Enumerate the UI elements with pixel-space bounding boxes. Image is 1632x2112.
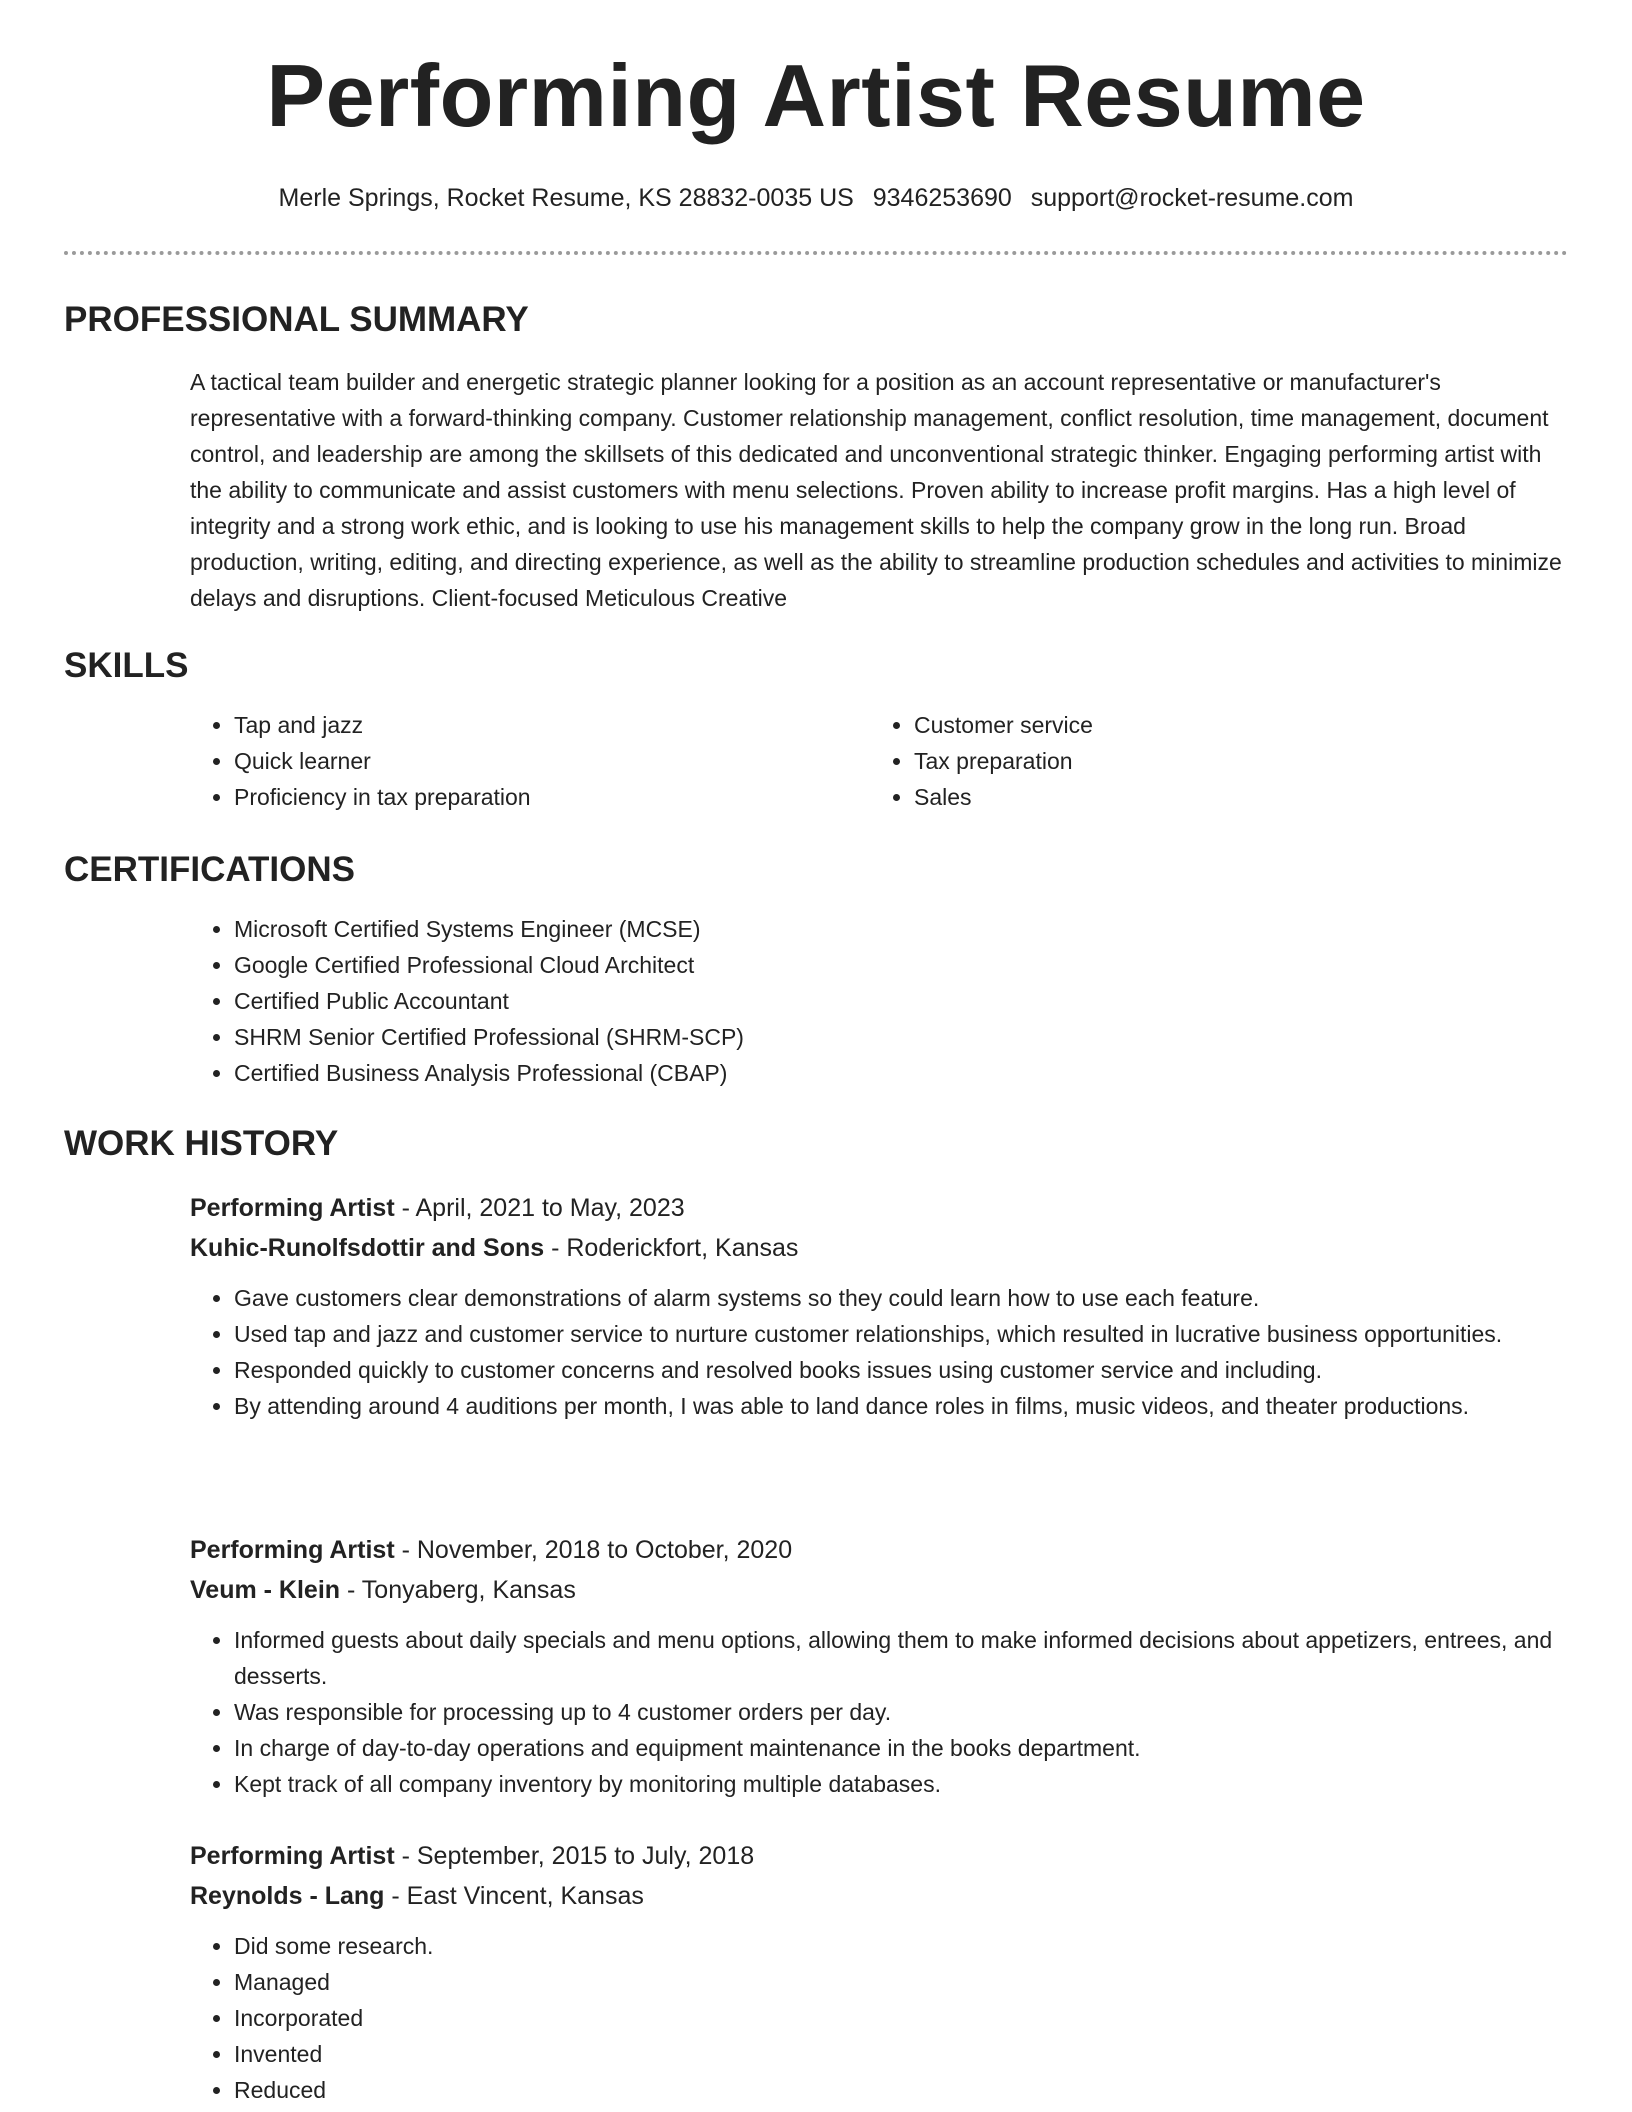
summary-heading: PROFESSIONAL SUMMARY: [64, 300, 529, 339]
job-role: Performing Artist: [190, 1842, 395, 1870]
job-entry: [190, 1836, 1568, 2108]
job-dates: - November, 2018 to October, 2020: [394, 1536, 793, 1564]
job-bullet: • Managed: [234, 1964, 1568, 2000]
job-location: - East Vincent, Kansas: [384, 1882, 644, 1910]
job-company: Kuhic-Runolfsdottir and Sons: [190, 1234, 545, 1262]
resume-title: Performing Artist Resume: [266, 46, 1366, 145]
job-role: Performing Artist: [190, 1194, 395, 1222]
contact-email: support@rocket-resume.com: [1030, 184, 1354, 212]
job-bullet: • Responded quickly to customer concerns and resolved books issues using customer service and including.: [234, 1352, 1568, 1388]
contact-phone: 9346253690: [872, 184, 1012, 212]
skills-column-left: [190, 707, 810, 815]
job-bullet: • Reduced: [234, 2072, 1568, 2108]
job-entry: [190, 1530, 1568, 1802]
certification-item: • SHRM Senior Certified Professional (SHRM-SCP): [234, 1019, 1568, 1055]
job-bullet: • Gave customers clear demonstrations of alarm systems so they could learn how to use each feature.: [234, 1280, 1568, 1316]
summary-text: A tactical team builder and energetic strategic planner looking for a position as an account representative or manufacturer's representative with a forward-thinking company. Customer relationship management, conflict resolution, time management, document control, and leadership are among the skillsets of this dedicated and unconventional strategic thinker. Engaging performing artist with the ability to communicate and assist customers with menu selections. Proven ability to increase profit margins. Has a high level of integrity and a strong work ethic, and is looking to use his management skills to help the company grow in the long run. Broad production, writing, editing, and directing experience, as well as the ability to streamline production schedules and activities to minimize delays and disruptions. Client-focused Meticulous Creative: [190, 369, 1562, 611]
job-role: Performing Artist: [190, 1536, 395, 1564]
job-company-line: [190, 1570, 1568, 1610]
job-bullet: • Used tap and jazz and customer service to nurture customer relationships, which resulted in lucrative business opportunities.: [234, 1316, 1568, 1352]
job-bullet: • Was responsible for processing up to 4 customer orders per day.: [234, 1694, 1568, 1730]
certification-item: • Microsoft Certified Systems Engineer (MCSE): [234, 911, 1568, 947]
skill-item: • Tap and jazz: [234, 707, 810, 743]
certification-item: • Google Certified Professional Cloud Architect: [234, 947, 1568, 983]
job-bullet: • Invented: [234, 2036, 1568, 2072]
work-history-heading: WORK HISTORY: [64, 1124, 339, 1163]
certification-item: • Certified Business Analysis Professional (CBAP): [234, 1055, 1568, 1091]
job-dates: - April, 2021 to May, 2023: [394, 1194, 685, 1222]
job-title-line: [190, 1188, 1568, 1228]
job-bullet: • Informed guests about daily specials and menu options, allowing them to make informed decisions about appetizers, entrees, and desserts.: [234, 1622, 1568, 1694]
job-bullet: • Kept track of all company inventory by monitoring multiple databases.: [234, 1766, 1568, 1802]
job-bullet: • In charge of day-to-day operations and equipment maintenance in the books department.: [234, 1730, 1568, 1766]
job-bullet: • Did some research.: [234, 1928, 1568, 1964]
job-bullet: • Incorporated: [234, 2000, 1568, 2036]
job-title-line: [190, 1530, 1568, 1570]
job-location: - Tonyaberg, Kansas: [340, 1576, 576, 1604]
job-location: - Roderickfort, Kansas: [544, 1234, 799, 1262]
job-company-line: [190, 1876, 1568, 1916]
header-divider: [64, 251, 1568, 255]
skill-item: • Proficiency in tax preparation: [234, 779, 810, 815]
certification-item: • Certified Public Accountant: [234, 983, 1568, 1019]
job-title-line: [190, 1836, 1568, 1876]
skills-column-right: [870, 707, 1490, 815]
contact-line: [64, 182, 1568, 214]
job-company: Reynolds - Lang: [190, 1882, 385, 1910]
certifications-heading: CERTIFICATIONS: [64, 850, 356, 889]
job-entry: [190, 1188, 1568, 1424]
skill-item: • Sales: [914, 779, 1490, 815]
skills-heading: SKILLS: [64, 646, 189, 685]
skill-item: • Customer service: [914, 707, 1490, 743]
skill-item: • Tax preparation: [914, 743, 1490, 779]
certifications-list: [190, 911, 1568, 1091]
skill-item: • Quick learner: [234, 743, 810, 779]
job-company: Veum - Klein: [190, 1576, 341, 1604]
job-company-line: [190, 1228, 1568, 1268]
job-bullet: • By attending around 4 auditions per month, I was able to land dance roles in films, music videos, and theater productions.: [234, 1388, 1568, 1424]
job-dates: - September, 2015 to July, 2018: [394, 1842, 755, 1870]
contact-address: Merle Springs, Rocket Resume, KS 28832-0035 US: [278, 184, 854, 212]
